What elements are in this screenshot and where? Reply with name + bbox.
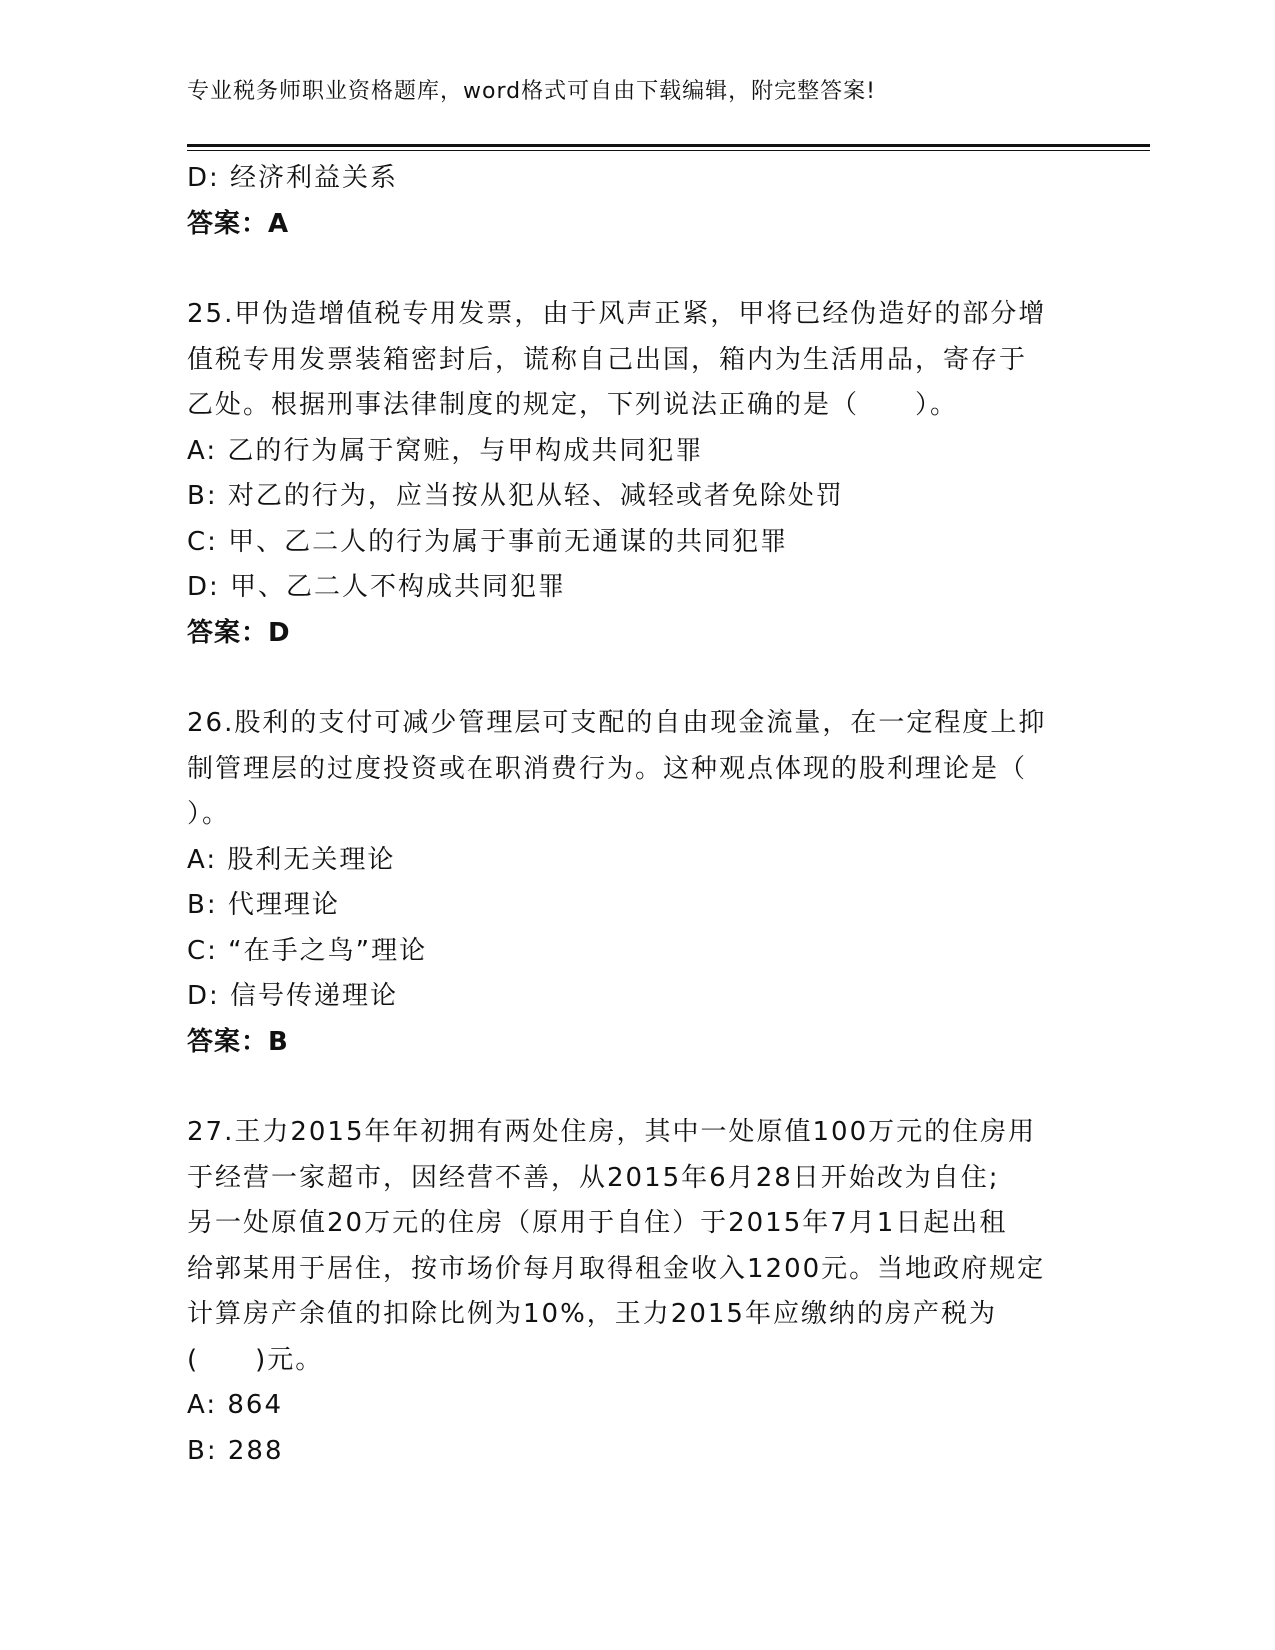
question-26-text-line-1: 26.股利的支付可减少管理层可支配的自由现金流量，在一定程度上抑 [187,708,1047,738]
question-27-text-line-3: 另一处原值20万元的住房（原用于自住）于2015年7月1日起出租 [187,1208,1008,1238]
question-26-text-line-3: ）。 [187,799,231,829]
question-27-text-line-2: 于经营一家超市，因经营不善，从2015年6月28日开始改为自住; [187,1162,1000,1193]
question-25-answer: 答案：D [187,617,291,648]
question-26-text-line-2: 制管理层的过度投资或在职消费行为。这种观点体现的股利理论是（ [187,753,1028,784]
question-26-option-a: A: 股利无关理论 [187,844,396,875]
question-26-option-b: B: 代理理论 [187,890,340,920]
question-27-text-line-1: 27.王力2015年年初拥有两处住房，其中一处原值100万元的住房用 [187,1117,1037,1147]
header-rule-thin [187,150,1150,151]
question-25 [187,292,1067,656]
question-26-option-c: C: “在手之鸟”理论 [187,935,428,966]
question-25-text-line-3: 乙处。根据刑事法律制度的规定，下列说法正确的是（ ）。 [187,390,959,420]
question-25-option-b: B: 对乙的行为，应当按从犯从轻、减轻或者免除处罚 [187,481,844,511]
question-25-option-d: D: 甲、乙二人不构成共同犯罪 [187,572,567,602]
question-25-option-a: A: 乙的行为属于窝赃，与甲构成共同犯罪 [187,435,704,466]
question-26-option-d: D: 信号传递理论 [187,981,399,1011]
question-27-option-a: A: 864 [187,1390,283,1420]
question-27-option-b: B: 288 [187,1435,284,1466]
question-27-text-line-4: 给郭某用于居住，按市场价每月取得租金收入1200元。当地政府规定 [187,1253,1046,1284]
question-27 [187,1110,1067,1474]
prev-option-d: D: 经济利益关系 [187,163,399,193]
spacer [187,247,1067,292]
question-26-answer: 答案：B [187,1026,289,1057]
spacer [187,1065,1067,1110]
question-26 [187,701,1067,1065]
question-25-text-line-1: 25.甲伪造增值税专用发票，由于风声正紧，甲将已经伪造好的部分增 [187,299,1047,329]
header-rule-thick [187,144,1150,147]
prev-answer: 答案：A [187,208,290,239]
question-25-option-c: C: 甲、乙二人的行为属于事前无通谋的共同犯罪 [187,526,789,557]
spacer [187,656,1067,701]
document-body [187,156,1067,1474]
question-25-text-line-2: 值税专用发票装箱密封后，谎称自己出国，箱内为生活用品，寄存于 [187,344,1028,375]
page-header: 专业税务师职业资格题库，word格式可自由下载编辑，附完整答案! [187,79,876,104]
question-27-text-line-5: 计算房产余值的扣除比例为10%，王力2015年应缴纳的房产税为 [187,1299,997,1329]
question-27-text-line-6: ( )元。 [187,1344,324,1375]
